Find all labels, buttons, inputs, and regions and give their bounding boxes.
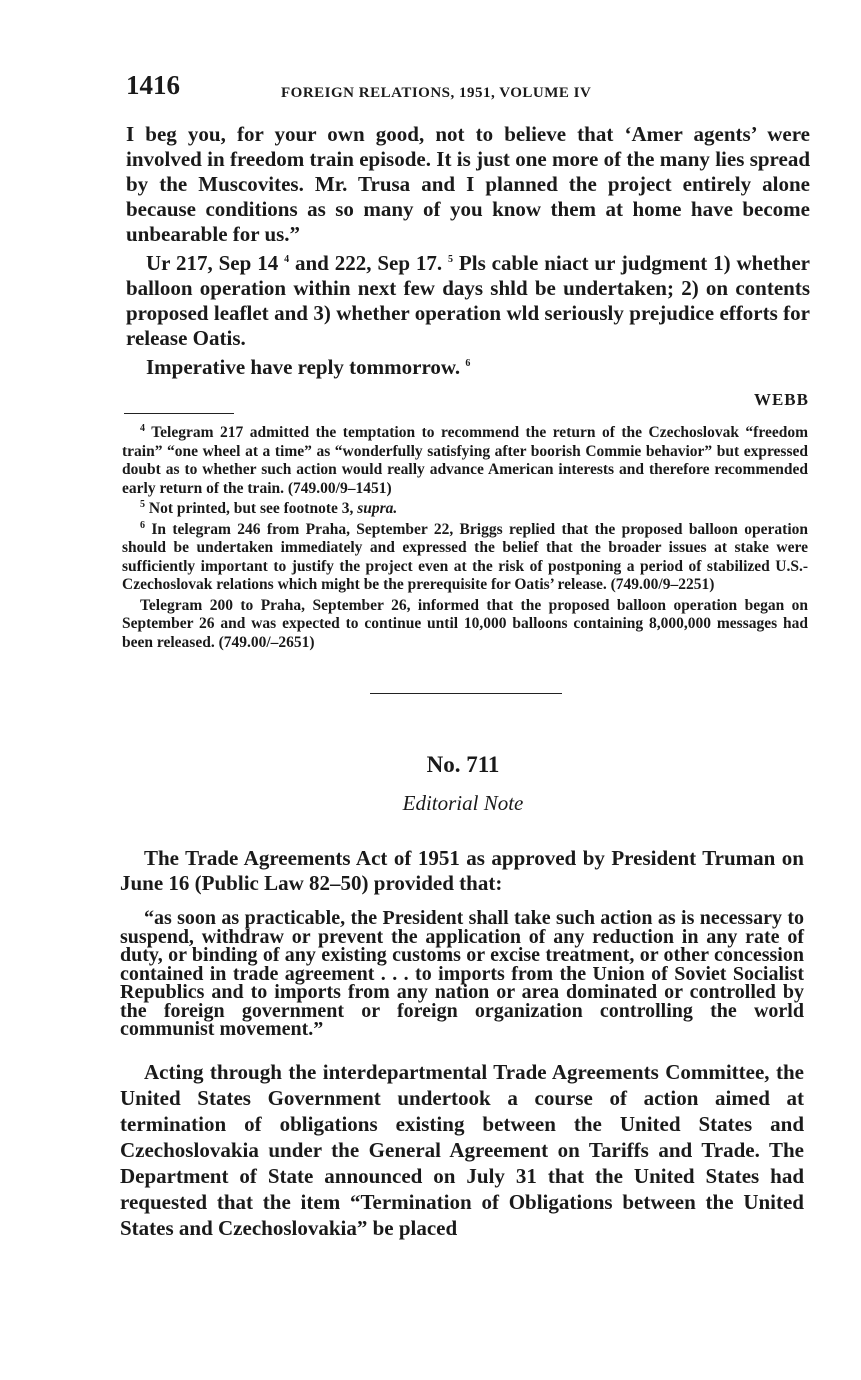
footnote-ref: 6 [465,358,471,369]
footnote [122,424,808,498]
footnote [122,500,808,519]
document-number: No. 711 [426,752,500,777]
footnote-ref: 5 [448,254,454,265]
page-number: 1416 [126,70,180,100]
page-header [126,70,807,110]
footnote-text: Telegram 217 admitted the temptation to recommend the return of the Czechoslovak “freedom train” “one wheel at a time” as “wonderfully satisfying after boorish Commie behavior” but expressed doubt as to whether such action would really advance American interests and therefore recommended early return of the train. (749.00/9–1451) [122,424,808,497]
footnotes [122,424,808,652]
telegram-paragraph: I beg you, for your own good, not to believe that ‘Amer agents’ were involved in freedom train episode. It is just one more of the many lies spread by the Muscovites. Mr. Trusa and I planned the project entirely alone because conditions as so many of you know them at home have become unbearable for us.” [126,122,810,246]
telegram-continuation [126,122,810,380]
footnote [122,597,808,653]
footnote-ref: 4 [284,254,290,265]
paragraph-text: Imperative have reply tommorrow. [146,355,466,379]
block-quote: “as soon as practicable, the President shall take such action as is necessary to suspend, withdraw or prevent the application of any reduction in any rate of duty, or binding of any existing customs or excise treatment, or other concession contained in trade agreement . . . to imports from the Union of Soviet Socialist Republics and to imports from any nation or area dominated or controlled by the foreign government or foreign organization controlling the world communist movement.” [120,907,804,1040]
document-title: Editorial Note [402,791,524,815]
paragraph-text: Pls cable niact ur judgment 1) whether balloon operation within next few days shld be undertaken; 2) on contents proposed leaflet and 3) whether operation wld seriously prejudice efforts for release Oatis. [126,251,810,350]
editorial-paragraph: The Trade Agreements Act of 1951 as approved by President Truman on June 16 (Public Law 82–50) provided that: [120,846,804,895]
paragraph-text: Ur 217, Sep 14 [146,251,285,275]
section-divider [370,693,562,694]
editorial-note-body [120,846,804,1241]
footnote-text: In telegram 246 from Praha, September 22, Briggs replied that the proposed balloon operation should be undertaken immediately and expressed the belief that the broader issues at stake were sufficiently important to justify the project even at the risk of postponing a period of stabilized U.S.-Czechoslovak relations which might be the prerequisite for Oatis’ release. (749.00/9–2251) [122,520,808,593]
footnote-marker: 5 [140,498,145,510]
footnote-italic: supra. [357,500,398,517]
footnote [122,521,808,595]
footnote-marker: 4 [140,422,145,434]
running-head: FOREIGN RELATIONS, 1951, VOLUME IV [281,85,592,101]
footnote-text: Not printed, but see footnote 3, [145,500,358,517]
paragraph-text: and 222, Sep 17. [289,251,449,275]
telegram-paragraph [126,355,810,380]
footnote-text: Telegram 200 to Praha, September 26, informed that the proposed balloon operation began on September 26 and was expected to continue until 10,000 balloons containing 8,000,000 messages had been released. (749.00/–2651) [122,596,808,651]
editorial-paragraph: Acting through the interdepartmental Trade Agreements Committee, the United States Government undertook a course of action aimed at termination of obligations existing between the United States and Czechoslovakia under the General Agreement on Tariffs and Trade. The Department of State announced on July 31 that the United States had requested that the item “Termination of Obligations between the United States and Czechoslovakia” be placed [120,1059,804,1240]
signature: WEBB [753,390,809,409]
telegram-paragraph [126,251,810,351]
footnote-marker: 6 [140,519,145,531]
footnote-divider [124,413,234,414]
